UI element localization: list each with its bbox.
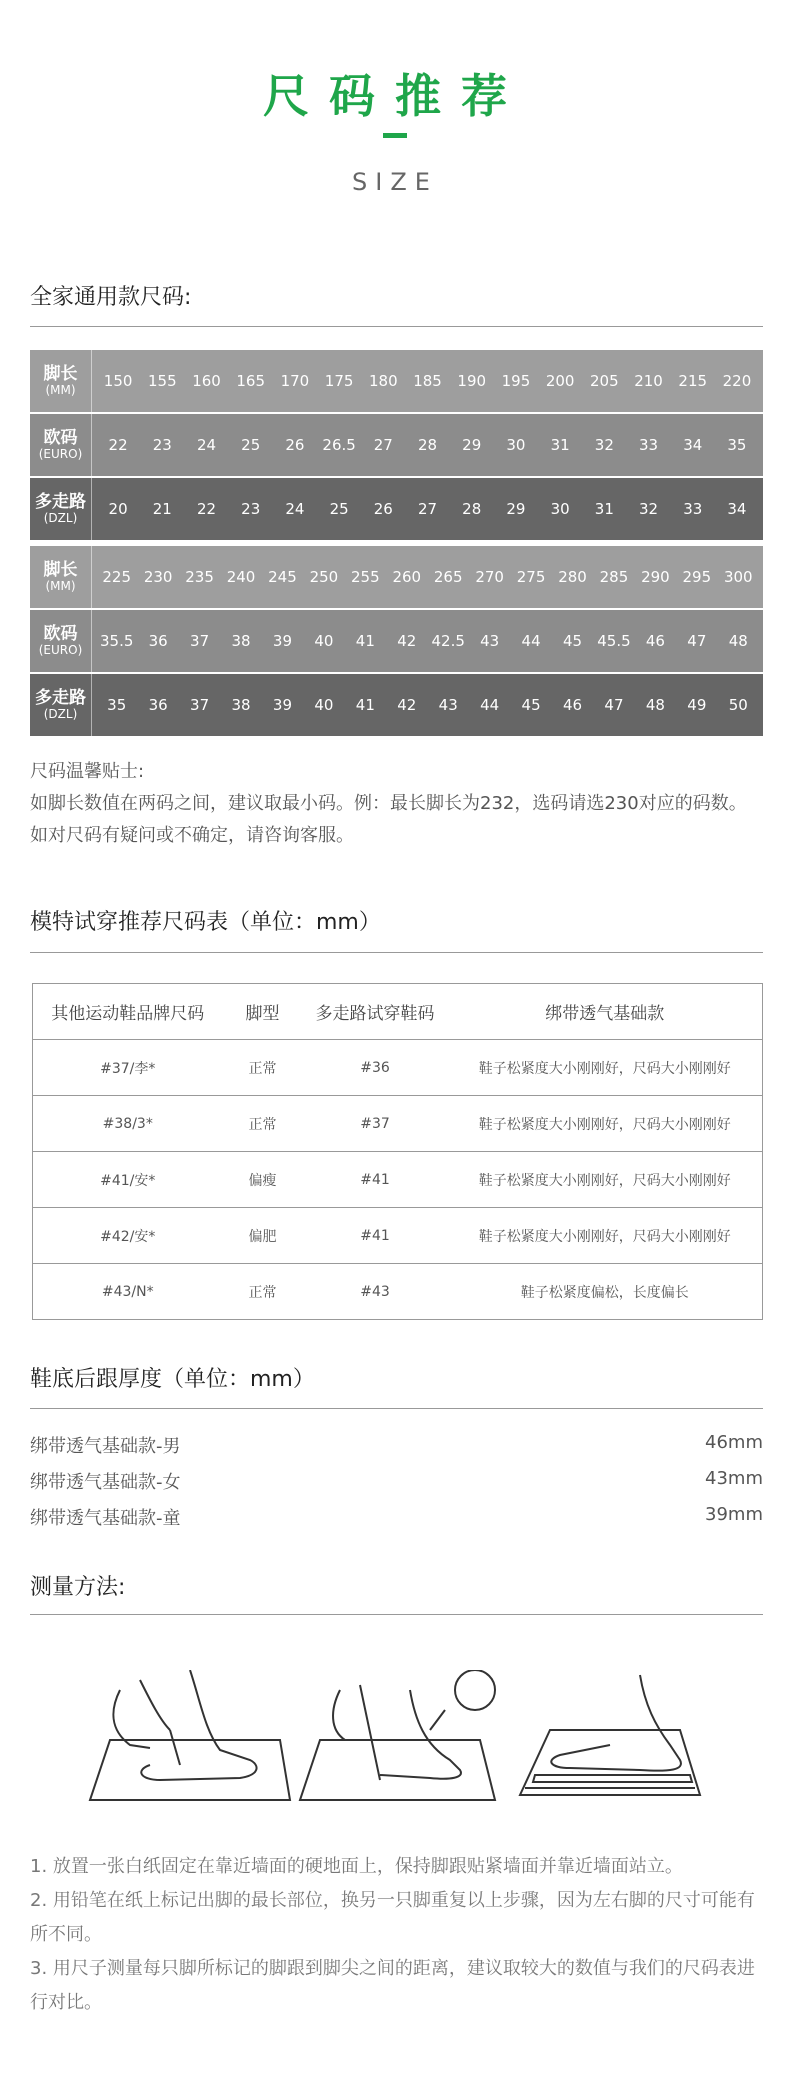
step-1-illustration: [90, 1670, 290, 1800]
size-cell: 44: [521, 632, 541, 650]
table-row: [33, 1264, 763, 1320]
fit-cell-comment: 鞋子松紧度大小刚刚好，尺码大小刚刚好: [448, 1152, 763, 1208]
size-cell: 34: [727, 500, 747, 518]
tips-title: 尺码温馨贴士:: [30, 761, 145, 782]
heel-row: [30, 1432, 763, 1458]
size-cell: 36: [148, 696, 168, 714]
size-cell: 165: [236, 372, 266, 390]
size-cell: 45: [521, 696, 541, 714]
step-2-illustration: [300, 1670, 495, 1800]
size-row-label: [30, 610, 92, 672]
size-cell: 150: [103, 372, 133, 390]
size-cell: 45.5: [597, 632, 631, 650]
size-cell: 23: [241, 500, 261, 518]
step-3-illustration: [520, 1675, 700, 1795]
size-cell: 41: [355, 696, 375, 714]
size-cell: 240: [226, 568, 256, 586]
size-cell: 28: [462, 500, 482, 518]
size-cell: 35: [727, 436, 747, 454]
heel-row: [30, 1504, 763, 1530]
size-cell: 30: [550, 500, 570, 518]
heel-row: [30, 1468, 763, 1494]
size-cell: 41: [355, 632, 375, 650]
size-row-label: [30, 350, 92, 412]
size-cell: 26.5: [322, 436, 356, 454]
tips-line-2: 如对尺码有疑问或不确定，请咨询客服。: [30, 825, 354, 846]
size-cell: 43: [480, 632, 500, 650]
measure-step-1: 1. 放置一张白纸固定在靠近墙面的硬地面上，保持脚跟贴紧墙面并靠近墙面站立。: [30, 1856, 683, 1877]
size-cell: 42: [397, 632, 417, 650]
size-cell: 40: [314, 696, 334, 714]
size-cell: 210: [634, 372, 663, 390]
size-cell: 42: [397, 696, 417, 714]
tips-line-1: 如脚长数值在两码之间，建议取最小码。例：最长脚长为232，选码请选230对应的码数。: [30, 793, 747, 814]
size-row: [30, 546, 763, 608]
size-cell: 285: [599, 568, 629, 586]
size-cell: 175: [324, 372, 354, 390]
title-underline: [383, 133, 407, 138]
size-row: [30, 674, 763, 736]
size-cell: 48: [728, 632, 748, 650]
size-tips: [30, 756, 770, 852]
size-row-label: [30, 674, 92, 736]
fit-cell-foot-type: 偏瘦: [223, 1152, 303, 1208]
size-cell: 39: [272, 696, 293, 714]
size-cell: 24: [196, 436, 217, 454]
size-cell: 43: [438, 696, 458, 714]
fit-header-dzl-size: 多走路试穿鞋码: [315, 1004, 435, 1024]
row-label-main: 多走路: [35, 688, 86, 709]
heel-title: 鞋底后跟厚度（单位：mm）: [30, 1367, 315, 1392]
fit-header-brand: 其他运动鞋品牌尺码: [51, 1004, 205, 1024]
size-cell: 26: [373, 500, 393, 518]
size-cell: 37: [190, 632, 210, 650]
heel-item-value: 39mm: [705, 1504, 763, 1525]
table-row: [33, 1040, 763, 1096]
size-cell: 39: [272, 632, 293, 650]
size-cell: 45: [562, 632, 583, 650]
fit-cell-dzl-size: #41: [303, 1208, 448, 1264]
size-cell: 44: [480, 696, 500, 714]
size-cell: 28: [417, 436, 438, 454]
fit-header-foot-type: 脚型: [245, 1004, 280, 1024]
size-row: [30, 350, 763, 412]
measure-illustration: [80, 1670, 710, 1820]
size-cell: 47: [687, 632, 707, 650]
row-label-unit: (DZL): [43, 706, 78, 721]
size-cell: 245: [268, 568, 297, 586]
size-cell: 40: [314, 632, 334, 650]
page-title: 尺码推荐: [263, 69, 527, 123]
size-cell: 23: [152, 436, 172, 454]
fit-cell-foot-type: 正常: [223, 1040, 303, 1096]
size-cell: 235: [185, 568, 214, 586]
size-cell: 36: [148, 632, 168, 650]
size-cell: 22: [108, 436, 128, 454]
row-label-main: 欧码: [43, 428, 78, 449]
fit-table-title: 模特试穿推荐尺码表（单位：mm）: [30, 910, 381, 935]
size-cell: 260: [392, 568, 422, 586]
size-cell: 20: [108, 500, 128, 518]
size-cell: 50: [728, 696, 748, 714]
size-cell: 225: [102, 568, 132, 586]
fit-cell-comment: 鞋子松紧度大小刚刚好，尺码大小刚刚好: [448, 1096, 763, 1152]
fit-table: [32, 983, 763, 1320]
size-row: [30, 414, 763, 476]
row-label-main: 多走路: [35, 492, 86, 513]
size-cell: 42.5: [431, 632, 465, 650]
size-cell: 275: [516, 568, 546, 586]
row-label-unit: (MM): [45, 578, 76, 593]
size-cell: 37: [190, 696, 210, 714]
size-cell: 155: [147, 372, 177, 390]
size-row: [30, 610, 763, 672]
fit-cell-brand: #38/3*: [33, 1096, 223, 1152]
family-size-title: 全家通用款尺码:: [30, 285, 192, 310]
fit-cell-dzl-size: #43: [303, 1264, 448, 1320]
size-cell: 21: [152, 500, 172, 518]
size-cell: 33: [683, 500, 703, 518]
heel-item-name: 绑带透气基础款-男: [30, 1436, 181, 1457]
size-cell: 205: [590, 372, 619, 390]
size-cell: 35: [107, 696, 127, 714]
size-row: [30, 478, 763, 540]
row-label-unit: (EURO): [38, 642, 83, 657]
row-label-unit: (EURO): [38, 446, 83, 461]
size-cell: 32: [638, 500, 659, 518]
size-cell: 220: [722, 372, 752, 390]
fit-cell-comment: 鞋子松紧度大小刚刚好，尺码大小刚刚好: [448, 1208, 763, 1264]
fit-cell-foot-type: 偏肥: [223, 1208, 303, 1264]
size-row-label: [30, 546, 92, 608]
size-cell: 180: [369, 372, 398, 390]
fit-header-model: 绑带透气基础款: [545, 1004, 665, 1024]
size-cell: 255: [351, 568, 380, 586]
size-cell: 25: [241, 436, 261, 454]
size-cell: 215: [678, 372, 708, 390]
fit-cell-comment: 鞋子松紧度偏松，长度偏长: [448, 1264, 763, 1320]
fit-cell-comment: 鞋子松紧度大小刚刚好，尺码大小刚刚好: [448, 1040, 763, 1096]
size-cell: 47: [604, 696, 624, 714]
fit-cell-brand: #41/安*: [33, 1152, 223, 1208]
size-cell: 35.5: [100, 632, 134, 650]
row-label-main: 脚长: [43, 364, 78, 385]
table-row: [33, 1208, 763, 1264]
size-cell: 290: [641, 568, 670, 586]
fit-cell-brand: #42/安*: [33, 1208, 223, 1264]
section-divider: [30, 326, 763, 327]
size-cell: 230: [143, 568, 173, 586]
fit-cell-dzl-size: #37: [303, 1096, 448, 1152]
fit-table-header: [33, 984, 763, 1040]
fit-cell-foot-type: 正常: [223, 1096, 303, 1152]
row-label-main: 欧码: [43, 624, 78, 645]
measure-step-3: 3. 用尺子测量每只脚所标记的脚跟到脚尖之间的距离，建议取较大的数值与我们的尺码表进行对比。: [30, 1958, 755, 2013]
measure-steps: [30, 1850, 765, 2020]
size-cell: 295: [682, 568, 712, 586]
size-cell: 25: [329, 500, 349, 518]
size-cell: 27: [417, 500, 438, 518]
size-table-2: [30, 546, 763, 736]
size-cell: 49: [687, 696, 707, 714]
size-cell: 27: [373, 436, 393, 454]
size-cell: 31: [550, 436, 570, 454]
size-cell: 31: [594, 500, 614, 518]
fit-cell-brand: #37/李*: [33, 1040, 223, 1096]
size-cell: 280: [558, 568, 587, 586]
heel-item-value: 43mm: [705, 1468, 763, 1489]
table-row: [33, 1152, 763, 1208]
section-divider: [30, 1614, 763, 1615]
heel-item-name: 绑带透气基础款-童: [30, 1508, 181, 1529]
size-cell: 190: [457, 372, 487, 390]
size-cell: 200: [545, 372, 575, 390]
size-cell: 22: [196, 500, 217, 518]
size-cell: 195: [501, 372, 531, 390]
row-label-unit: (DZL): [43, 510, 78, 525]
section-divider: [30, 1408, 763, 1409]
size-cell: 33: [638, 436, 659, 454]
size-cell: 46: [645, 632, 665, 650]
size-cell: 24: [285, 500, 305, 518]
size-cell: 185: [413, 372, 442, 390]
size-cell: 265: [433, 568, 463, 586]
size-cell: 38: [231, 696, 251, 714]
size-cell: 300: [723, 568, 753, 586]
measure-title: 测量方法:: [30, 1575, 126, 1600]
row-label-main: 脚长: [43, 560, 78, 581]
size-cell: 26: [285, 436, 305, 454]
row-label-unit: (MM): [45, 382, 76, 397]
size-cell: 170: [280, 372, 310, 390]
size-cell: 46: [562, 696, 583, 714]
fit-cell-dzl-size: #41: [303, 1152, 448, 1208]
fit-cell-dzl-size: #36: [303, 1040, 448, 1096]
section-divider: [30, 952, 763, 953]
page-subtitle: SIZE: [352, 168, 438, 196]
size-cell: 30: [506, 436, 526, 454]
size-cell: 29: [462, 436, 482, 454]
size-cell: 38: [231, 632, 251, 650]
size-row-label: [30, 414, 92, 476]
fit-cell-foot-type: 正常: [223, 1264, 303, 1320]
size-table-1: [30, 350, 763, 540]
size-row-label: [30, 478, 92, 540]
size-cell: 160: [192, 372, 221, 390]
size-cell: 34: [683, 436, 703, 454]
size-cell: 270: [475, 568, 504, 586]
size-cell: 250: [309, 568, 339, 586]
size-cell: 48: [645, 696, 665, 714]
measure-step-2: 2. 用铅笔在纸上标记出脚的最长部位，换另一只脚重复以上步骤，因为左右脚的尺寸可能有所不同。: [30, 1890, 755, 1945]
size-cell: 29: [506, 500, 526, 518]
heel-item-value: 46mm: [705, 1432, 763, 1453]
size-cell: 32: [594, 436, 614, 454]
heel-item-name: 绑带透气基础款-女: [30, 1472, 181, 1493]
fit-cell-brand: #43/N*: [33, 1264, 223, 1320]
table-row: [33, 1096, 763, 1152]
